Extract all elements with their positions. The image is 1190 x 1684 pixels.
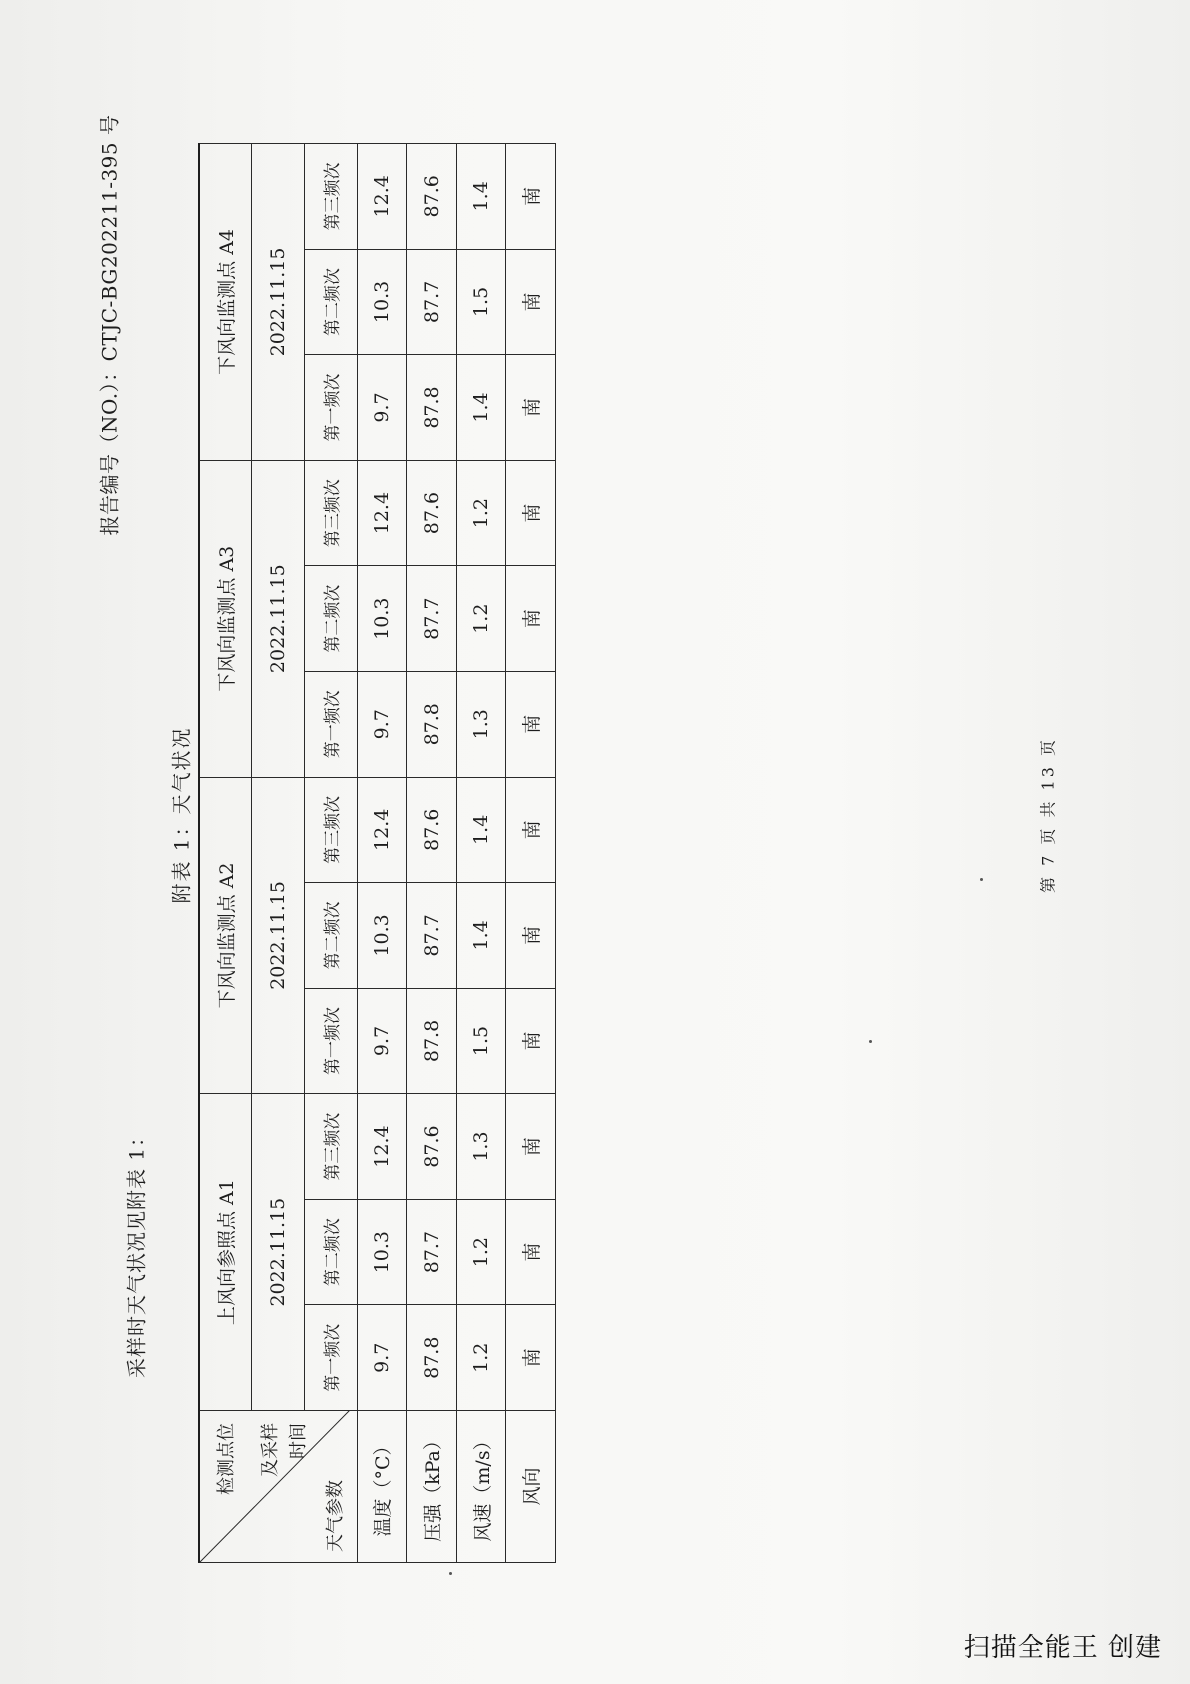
table-cell: 南 — [506, 988, 556, 1094]
table-cell: 87.8 — [407, 355, 457, 461]
frequency-header: 第一频次 — [304, 671, 357, 777]
table-cell: 1.4 — [456, 355, 506, 461]
group-date: 2022.11.15 — [252, 460, 305, 777]
table-cell: 南 — [506, 144, 556, 250]
table-row-temperature — [357, 144, 407, 1563]
group-date: 2022.11.15 — [252, 777, 305, 1094]
header-row-groups — [199, 144, 252, 1563]
table-cell: 南 — [506, 1199, 556, 1305]
table-cell: 10.3 — [357, 1199, 407, 1305]
header-row-dates — [252, 144, 305, 1563]
table-cell: 南 — [506, 671, 556, 777]
table-cell: 10.3 — [357, 249, 407, 355]
table-caption: 附表 1：天气状况 — [169, 726, 194, 904]
row-label: 风向 — [506, 1411, 556, 1563]
table-cell: 12.4 — [357, 460, 407, 566]
report-number: 报告编号（NO.）：CTJC-BG202211-395 号 — [97, 114, 122, 536]
frequency-header: 第一频次 — [304, 355, 357, 461]
table-cell: 南 — [506, 460, 556, 566]
scanner-watermark: 扫描全能王 创建 — [963, 1633, 1162, 1663]
table-cell: 1.4 — [456, 144, 506, 250]
table-cell: 1.3 — [456, 1094, 506, 1200]
table-cell: 南 — [506, 249, 556, 355]
table-cell: 南 — [506, 777, 556, 883]
table-cell: 87.8 — [407, 1305, 457, 1411]
frequency-header: 第二频次 — [304, 883, 357, 989]
frequency-header: 第三频次 — [304, 144, 357, 250]
table-cell: 9.7 — [357, 988, 407, 1094]
corner-label-time: 时间 — [288, 1423, 309, 1459]
table-cell: 87.7 — [407, 883, 457, 989]
frequency-header: 第一频次 — [304, 988, 357, 1094]
corner-label-sampling: 及采样 — [260, 1423, 281, 1477]
table-cell: 南 — [506, 883, 556, 989]
table-cell: 1.2 — [456, 1305, 506, 1411]
table-row-wind-speed — [456, 144, 506, 1563]
table-cell: 1.3 — [456, 671, 506, 777]
table-row-wind-direction — [506, 144, 556, 1563]
header-row-frequencies — [304, 144, 357, 1563]
table-cell: 87.7 — [407, 1199, 457, 1305]
scan-speck — [449, 1572, 452, 1575]
group-header: 下风向监测点 A4 — [199, 144, 252, 461]
corner-label-location: 检测点位 — [216, 1423, 237, 1495]
row-label: 风速（m/s） — [456, 1411, 506, 1563]
table-cell: 87.6 — [407, 1094, 457, 1200]
table-cell: 10.3 — [357, 883, 407, 989]
page-number: 第 7 页 共 13 页 — [1038, 737, 1058, 893]
table-cell: 南 — [506, 1305, 556, 1411]
table-cell: 9.7 — [357, 671, 407, 777]
table-cell: 1.2 — [456, 460, 506, 566]
group-date: 2022.11.15 — [252, 1094, 305, 1411]
frequency-header: 第三频次 — [304, 460, 357, 566]
table-cell: 87.7 — [407, 566, 457, 672]
corner-label-param: 天气参数 — [324, 1480, 346, 1552]
group-header: 上风向参照点 A1 — [199, 1094, 252, 1411]
table-cell: 南 — [506, 1094, 556, 1200]
table-cell: 9.7 — [357, 355, 407, 461]
table-cell: 12.4 — [357, 777, 407, 883]
table-cell: 1.4 — [456, 777, 506, 883]
intro-text: 采样时天气状况见附表 1： — [124, 1125, 149, 1379]
frequency-header: 第二频次 — [304, 1199, 357, 1305]
group-date: 2022.11.15 — [252, 144, 305, 461]
table-cell: 1.2 — [456, 566, 506, 672]
table-cell: 1.4 — [456, 883, 506, 989]
table-cell: 9.7 — [357, 1305, 407, 1411]
row-label: 温度（°C） — [357, 1411, 407, 1563]
table-cell: 87.6 — [407, 460, 457, 566]
table-cell: 12.4 — [357, 144, 407, 250]
table-cell: 87.6 — [407, 777, 457, 883]
table-cell: 1.5 — [456, 249, 506, 355]
table-cell: 南 — [506, 566, 556, 672]
table-cell: 南 — [506, 355, 556, 461]
table-cell: 12.4 — [357, 1094, 407, 1200]
table-cell: 87.7 — [407, 249, 457, 355]
scan-speck — [980, 878, 983, 881]
frequency-header: 第一频次 — [304, 1305, 357, 1411]
group-header: 下风向监测点 A3 — [199, 460, 252, 777]
table-cell: 1.5 — [456, 988, 506, 1094]
table-cell: 87.8 — [407, 988, 457, 1094]
frequency-header: 第三频次 — [304, 1094, 357, 1200]
table-cell: 87.8 — [407, 671, 457, 777]
weather-table — [198, 143, 556, 1563]
frequency-header: 第三频次 — [304, 777, 357, 883]
table-cell: 1.2 — [456, 1199, 506, 1305]
frequency-header: 第二频次 — [304, 249, 357, 355]
table-cell: 87.6 — [407, 144, 457, 250]
row-label: 压强（kPa） — [407, 1411, 457, 1563]
group-header: 下风向监测点 A2 — [199, 777, 252, 1094]
table-row-pressure — [407, 144, 457, 1563]
scan-speck — [869, 1040, 872, 1043]
frequency-header: 第二频次 — [304, 566, 357, 672]
table-cell: 10.3 — [357, 566, 407, 672]
corner-header-cell — [199, 1411, 357, 1563]
